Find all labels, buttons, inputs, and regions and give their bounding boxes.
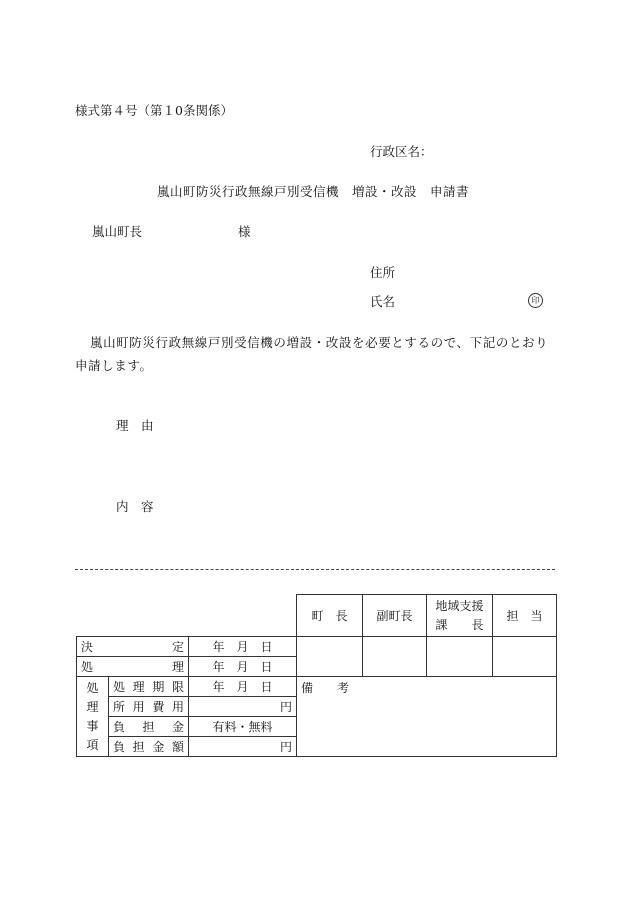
- burden-amount-yen: 円: [189, 737, 297, 757]
- mayor-header: 町 長: [297, 595, 363, 637]
- burden-value: 有料・無料: [189, 717, 297, 737]
- deadline-date: 年 月 日: [189, 677, 297, 697]
- addressee-honorific: 様: [238, 224, 251, 239]
- items-char: 理: [86, 699, 99, 714]
- cost-yen: 円: [189, 697, 297, 717]
- district-label: 行政区名：: [370, 144, 433, 159]
- remarks-label: 備 考: [301, 681, 350, 695]
- address-label: 住所: [370, 265, 396, 280]
- items-char: 事: [86, 718, 99, 733]
- staff-header: 担 当: [493, 595, 557, 637]
- items-char: 処: [86, 680, 99, 695]
- content-label: 内 容: [116, 499, 154, 514]
- section-chief-stamp-box: [427, 637, 493, 677]
- burden-label: 負 担 金: [109, 717, 189, 737]
- handling-label: 処 理: [77, 657, 189, 677]
- cost-label: 所用費用: [109, 697, 189, 717]
- request-text: 嵐山町防災行政無線戸別受信機の増設・改設を必要とするので、下記のとおり申請します。: [75, 335, 549, 373]
- deadline-label: 処理期限: [109, 677, 189, 697]
- name-label: 氏名: [370, 294, 396, 309]
- decision-date: 年 月 日: [189, 637, 297, 657]
- cut-line-divider: [75, 569, 555, 570]
- reason-label: 理 由: [116, 418, 154, 433]
- burden-amount-label: 負担金額: [109, 737, 189, 757]
- decision-label: 決 定: [77, 637, 189, 657]
- staff-stamp-box: [493, 637, 557, 677]
- addressee-name: 嵐山町長: [92, 224, 143, 239]
- seal-icon: 印: [528, 293, 543, 308]
- items-vertical-label: [77, 677, 109, 757]
- vice-mayor-stamp-box: [363, 637, 427, 677]
- processing-table: [76, 594, 557, 757]
- vice-mayor-header: 副町長: [363, 595, 427, 637]
- section-chief-line2: 課 長: [435, 617, 484, 632]
- section-chief-header: [427, 595, 493, 637]
- mayor-stamp-box: [297, 637, 363, 677]
- page-title: 嵐山町防災行政無線戸別受信機 増設・改設 申請書: [157, 184, 470, 199]
- remarks-box: [297, 677, 557, 757]
- items-char: 項: [86, 737, 99, 752]
- section-chief-line1: 地域支援: [435, 598, 484, 613]
- handling-date: 年 月 日: [189, 657, 297, 677]
- form-number: 様式第４号（第１0条関係）: [75, 103, 233, 118]
